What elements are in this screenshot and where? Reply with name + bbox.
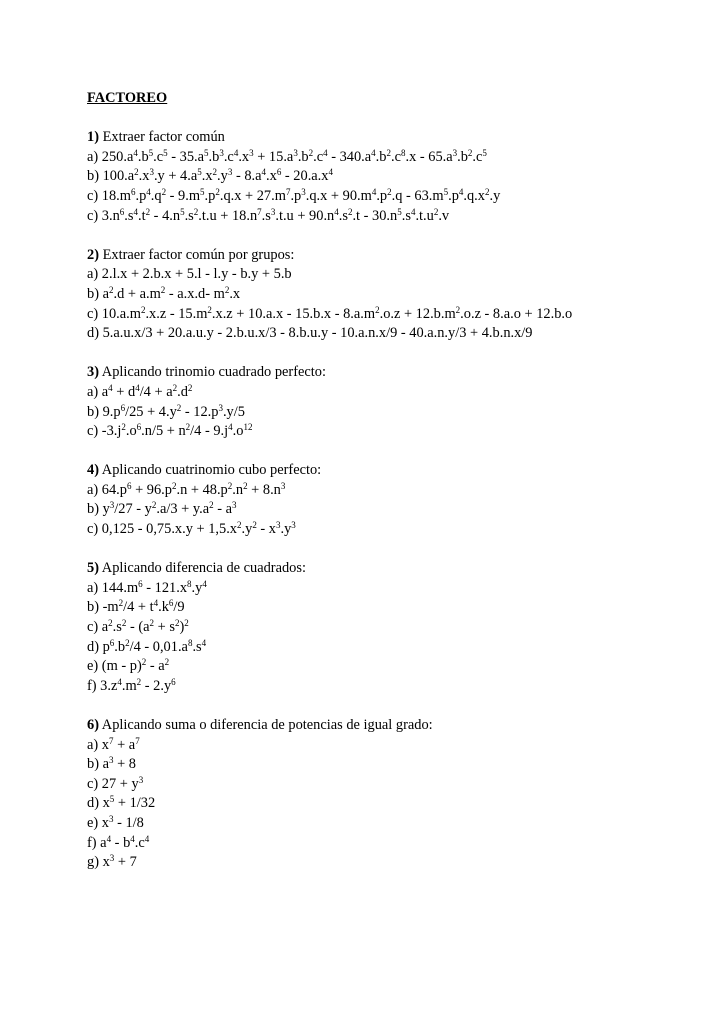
exponent: 2 [164,657,170,668]
expression-text: d) p [87,638,110,655]
exponent: 4 [410,206,416,217]
exercise-item [87,148,707,168]
exponent: 8 [400,147,406,158]
expression-text: .t [137,207,146,224]
exponent: 3 [219,147,224,158]
expression-text: b) a [87,756,109,773]
expression-text: f) 3.z [87,677,118,694]
exponent: 3 [149,167,154,178]
exercise-item [87,167,707,187]
exponent: 4 [108,382,113,393]
exercise-item [87,618,707,638]
expression-text: f) a [87,834,107,851]
exponent: 6 [119,206,125,217]
exponent: 2 [193,206,199,217]
expression-text: + a [113,736,136,753]
expression-text: .b [375,148,387,165]
expression-text: .o [232,423,244,440]
expression-text: - 121.x [142,579,188,596]
exponent: 7 [285,186,291,197]
exponent: 5 [197,167,202,178]
expression-text: .n [232,481,244,498]
exponent: 2 [108,284,114,295]
expression-text: /9 [173,599,185,616]
expression-text: b) 9.p [87,403,121,420]
expression-text: .s [192,638,202,655]
exercise-item [87,755,707,775]
exponent: 5 [163,147,168,158]
expression-text: ) [179,619,185,636]
exponent: 3 [109,853,115,864]
exponent: 2 [185,422,191,433]
expression-text: - 20.a.x [281,168,329,185]
exponent: 4 [202,578,207,589]
expression-text: a) a [87,383,109,400]
expression-text: .y [217,168,228,185]
section-heading [87,461,707,481]
expression-text: .q.x + 27.m [219,187,286,204]
exponent: 5 [148,147,154,158]
expression-text: - 35.a [167,148,205,165]
expression-text: a) 144.m [87,579,139,596]
exercise-item [87,775,707,795]
expression-text: .s [124,207,134,224]
expression-text: .c [223,148,234,165]
exercise-item [87,638,707,658]
exponent: 2 [308,147,314,158]
exponent: 8 [187,637,193,648]
exponent: 2 [467,147,473,158]
expression-text: - 2.y [141,677,172,694]
exponent: 3 [138,774,144,785]
expression-text: c) 10.a.m [87,305,141,322]
exponent: 4 [117,676,122,687]
exponent: 3 [452,147,458,158]
expression-text: /27 - y [114,501,152,518]
expression-text: .b [114,638,126,655]
exponent: 3 [108,813,114,824]
exponent: 3 [293,147,298,158]
section-heading [87,246,707,266]
exponent: 2 [252,520,257,531]
expression-text: .p [448,187,459,204]
expression-text: .d + a.m [113,285,161,302]
expression-text: - 9.m [166,187,201,204]
exponent: 2 [118,598,124,609]
exponent: 5 [204,147,209,158]
section-heading-text: Aplicando cuatrinomio cubo perfecto: [99,462,322,479]
exponent: 2 [215,186,220,197]
exponent: 6 [126,480,132,491]
exponent: 2 [433,206,439,217]
expression-text: .o [125,423,137,440]
exponent: 4 [135,382,140,393]
exponent: 2 [484,186,490,197]
exponent: 3 [270,206,276,217]
exercise-item [87,422,707,442]
expression-text: /4 - 9.j [190,423,229,440]
expression-text: .y + 4.a [153,168,198,185]
exercise-item [87,500,707,520]
expression-text: .c [153,148,164,165]
expression-text: .t.u [415,207,434,224]
expression-text: e) x [87,814,109,831]
exercise-section [87,246,707,344]
expression-text: .q - 63.m [391,187,444,204]
exponent: 2 [160,284,166,295]
exercise-item [87,265,707,285]
exercise-item [87,481,707,501]
exponent: 2 [108,618,113,629]
expression-text: .c [134,834,145,851]
exponent: 2 [161,186,167,197]
expression-text: .a/3 + y.a [156,501,210,518]
expression-text: .b [137,148,149,165]
exponent: 4 [371,147,376,158]
exponent: 2 [149,618,155,629]
exponent: 4 [371,186,377,197]
exponent: 3 [109,500,115,511]
exercise-item [87,677,707,697]
expression-text: + 7 [114,854,137,871]
exponent: 4 [106,833,112,844]
exponent: 3 [218,402,223,413]
expression-text: .p [376,187,388,204]
expression-text: .q [150,187,162,204]
expression-text: - x [256,521,276,538]
section-number: 5) [87,560,99,577]
exponent: 3 [276,520,281,531]
expression-text: .x [229,285,241,302]
expression-text: b) 100.a [87,168,135,185]
exercise-item [87,187,707,207]
section-heading-text: Aplicando diferencia de cuadrados: [99,560,306,577]
expression-text: .o.z + 12.b.m [379,305,456,322]
expression-text: .c [472,148,483,165]
exercise-item [87,520,707,540]
expression-text: - a [213,501,232,518]
expression-text: c) 0,125 - 0,75.x.y + 1,5.x [87,521,238,538]
exercise-item [87,814,707,834]
exponent: 6 [109,637,115,648]
expression-text: .p [135,187,147,204]
expression-text: - 340.a [327,148,372,165]
expression-text: + s [154,619,175,636]
exponent: 2 [224,284,230,295]
expression-text: - 12.p [181,403,219,420]
exponent: 2 [237,520,242,531]
expression-text: c) 27 + y [87,775,139,792]
exercise-section [87,461,707,539]
exponent: 4 [323,147,328,158]
section-number: 3) [87,364,99,381]
expression-text: e) (m - p) [87,658,142,675]
exponent: 2 [375,304,380,315]
exercise-item [87,657,707,677]
exponent: 5 [397,206,402,217]
exponent: 2 [121,618,127,629]
expression-text: .q.x + 90.m [305,187,372,204]
expression-text: .x - 65.a [405,148,453,165]
expression-text: .s [338,207,348,224]
exponent: 2 [176,402,182,413]
expression-text: .s [261,207,271,224]
exponent: 2 [227,480,233,491]
expression-text: .b [457,148,468,165]
exponent: 3 [291,520,296,531]
exponent: 2 [172,382,178,393]
expression-text: .q.x [463,187,485,204]
section-number: 4) [87,462,99,479]
expression-text: b) -m [87,599,119,616]
exponent: 6 [136,422,142,433]
exercise-section [87,363,707,441]
exponent: 2 [151,500,157,511]
expression-text: + 8.n [247,481,281,498]
exercise-sections [87,128,707,873]
exponent: 3 [227,167,233,178]
expression-text: + 1/32 [114,795,156,812]
expression-text: .b [208,148,220,165]
expression-text: .y [191,579,203,596]
expression-text: .t.u + 18.n [198,207,258,224]
expression-text: .x.z - 15.m [145,305,208,322]
expression-text: c) 18.m [87,187,131,204]
exponent: 8 [187,578,192,589]
exponent: 7 [108,735,114,746]
expression-text: .b [297,148,309,165]
expression-text: .d [177,383,188,400]
exercise-item [87,834,707,854]
expression-text: a) x [87,736,109,753]
exponent: 4 [458,186,464,197]
exponent: 2 [207,304,212,315]
exponent: 6 [171,676,176,687]
expression-text: .x [138,168,150,185]
exponent: 2 [386,147,391,158]
exercise-item [87,285,707,305]
exponent: 2 [209,500,214,511]
expression-text: .t.u + 90.n [275,207,335,224]
expression-text: /25 + 4.y [125,403,177,420]
section-number: 6) [87,717,99,733]
expression-text: .x [266,168,277,185]
exponent: 6 [276,167,282,178]
expression-text: .s [401,207,411,224]
expression-text: - a.x.d- m [165,285,225,302]
section-heading-text: Extraer factor común [99,129,225,146]
expression-text: .n + 48.p [176,481,228,498]
exponent: 4 [334,206,339,217]
exponent: 5 [200,186,205,197]
expression-text: c) -3.j [87,423,122,440]
section-heading [87,559,707,579]
exercise-item [87,207,707,227]
exponent: 2 [212,167,218,178]
expression-text: .x.z + 10.a.x - 15.b.x - 8.a.m [211,305,376,322]
exponent: 4 [146,186,151,197]
exponent: 2 [145,206,151,217]
exponent: 4 [133,147,138,158]
exponent: 6 [130,186,136,197]
exercise-section [87,559,707,696]
expression-text: .k [158,599,169,616]
exponent: 2 [121,422,126,433]
exponent: 3 [108,755,114,766]
exponent: 3 [249,147,254,158]
exponent: 2 [134,167,139,178]
exponent: 3 [231,500,237,511]
expression-text: .t - 30.n [352,207,398,224]
exponent: 7 [135,735,140,746]
exponent: 2 [141,657,147,668]
exercise-item [87,598,707,618]
expression-text: a) 2.l.x + 2.b.x + 5.l - l.y - b.y + 5.b [87,266,292,283]
section-heading [87,363,707,383]
expression-text: b) y [87,501,110,518]
exponent: 2 [184,618,189,629]
expression-text: .x [201,168,213,185]
exponent: 3 [280,480,286,491]
expression-text: b) a [87,285,109,302]
expression-text: + 8 [113,756,136,773]
expression-text: a) 250.a [87,148,134,165]
exercise-item [87,853,707,873]
expression-text: .v [438,207,450,224]
expression-text: g) x [87,854,110,871]
exponent: 6 [168,598,174,609]
exercise-item [87,324,707,344]
expression-text: .x [238,148,250,165]
expression-text: /4 + a [139,383,173,400]
expression-text: /4 - 0,01.a [129,638,188,655]
expression-text: .y [489,187,501,204]
exponent: 4 [153,598,159,609]
exponent: 2 [136,676,142,687]
exercise-item [87,305,707,325]
section-heading [87,128,707,148]
exponent: 4 [201,637,207,648]
expression-text: .n/5 + n [141,423,186,440]
expression-text: .o.z - 8.a.o + 12.b.o [460,305,573,322]
exercise-item [87,579,707,599]
exponent: 5 [443,186,449,197]
expression-text: .s [184,207,194,224]
exponent: 5 [109,794,115,805]
exponent: 5 [180,206,185,217]
expression-text: + 96.p [131,481,172,498]
exponent: 3 [301,186,306,197]
exponent: 2 [187,382,193,393]
exercise-section [87,716,707,873]
expression-text: .p [290,187,302,204]
exponent: 12 [243,422,253,433]
expression-text: - 4.n [150,207,181,224]
exponent: 2 [243,480,248,491]
exponent: 4 [261,167,267,178]
section-heading-text: Aplicando trinomio cuadrado perfecto: [99,364,326,381]
exponent: 6 [138,578,143,589]
expression-text: - 8.a [232,168,262,185]
section-number: 1) [87,129,99,146]
expression-text: d) x [87,795,110,812]
expression-text: .s [112,619,122,636]
exponent: 2 [347,206,353,217]
exercise-item [87,403,707,423]
exercise-item [87,794,707,814]
expression-text: .y/5 [222,403,245,420]
expression-text: .y [241,521,253,538]
expression-text: .m [121,677,137,694]
document-page [87,89,707,892]
expression-text: .c [390,148,401,165]
exponent: 5 [482,147,487,158]
exponent: 2 [171,480,177,491]
section-number: 2) [87,246,99,263]
expression-text: - (a [126,619,150,636]
expression-text: c) 3.n [87,207,120,224]
expression-text: d) 5.a.u.x/3 + 20.a.u.y - 2.b.u.x/3 - 8.b.u.y - 10.a.n.x/9 - 40.a.n.y/3 + 4.b.n.x/9 [87,325,533,342]
exponent: 2 [125,637,130,648]
exponent: 2 [174,618,180,629]
expression-text: c) a [87,619,109,636]
exponent: 4 [328,167,333,178]
exercise-item [87,736,707,756]
expression-text: + 15.a [253,148,294,165]
expression-text: a) 64.p [87,481,127,498]
exponent: 4 [233,147,239,158]
exponent: 4 [228,422,233,433]
document-title: FACTOREO [87,90,168,106]
exponent: 2 [387,186,392,197]
section-heading [87,716,707,736]
exponent: 4 [130,833,135,844]
expression-text: - 1/8 [113,814,144,831]
exercise-section [87,128,707,226]
expression-text: .y [280,521,292,538]
expression-text: - b [111,834,131,851]
exponent: 7 [257,206,262,217]
section-heading-text: Extraer factor común por grupos: [99,246,295,263]
exponent: 4 [133,206,138,217]
expression-text: + d [112,383,136,400]
exponent: 2 [140,304,146,315]
exercise-item [87,383,707,403]
section-heading-text: Aplicando suma o diferencia de potencias de igual grado: [99,717,433,733]
expression-text: - a [146,658,165,675]
expression-text: .p [204,187,216,204]
expression-text: .c [313,148,324,165]
exponent: 6 [120,402,126,413]
exponent: 2 [455,304,461,315]
exponent: 4 [144,833,150,844]
expression-text: /4 + t [123,599,154,616]
